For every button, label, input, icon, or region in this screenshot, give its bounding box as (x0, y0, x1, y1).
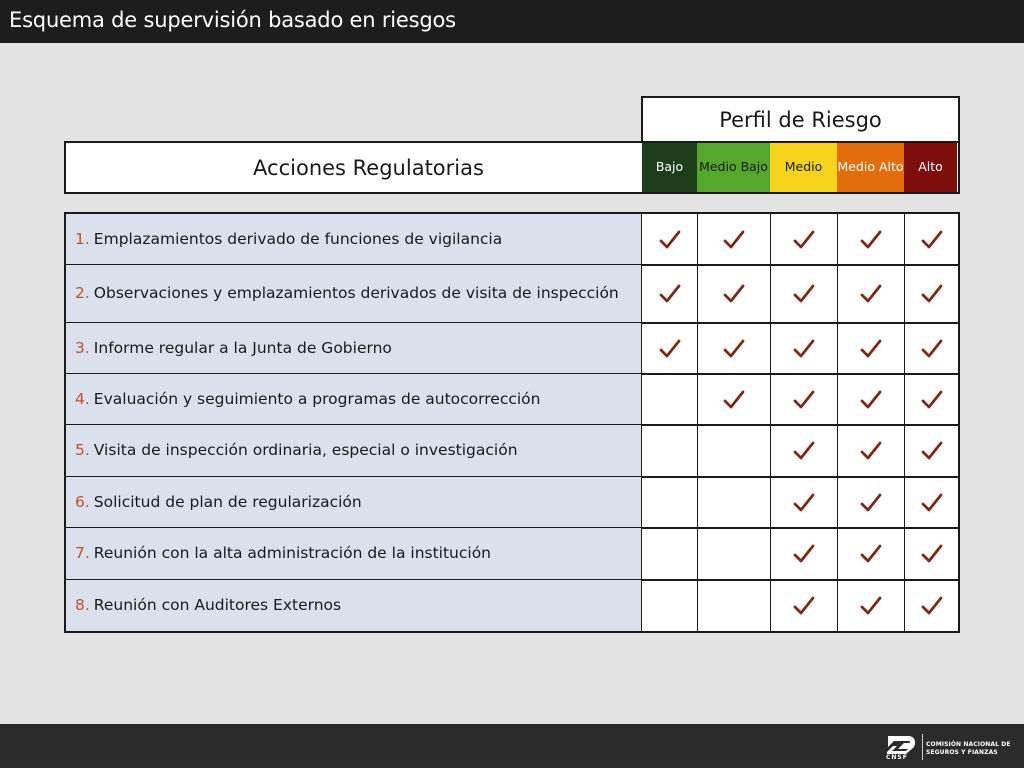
action-text: Emplazamientos derivado de funciones de vigilancia (93, 229, 503, 248)
action-description (66, 528, 642, 580)
checkmark-icon (658, 228, 682, 252)
action-text: Informe regular a la Junta de Gobierno (93, 338, 392, 357)
risk-level-medio: Medio (770, 143, 837, 192)
check-cell-medio-bajo (698, 374, 771, 425)
risk-level-alto: Alto (904, 143, 957, 192)
action-number: 3. (75, 338, 90, 357)
footer-bar (0, 724, 1024, 768)
action-number: 6. (75, 492, 90, 511)
checkmark-icon (859, 282, 883, 306)
check-cell-medio-alto (838, 265, 905, 323)
header-row (64, 141, 960, 194)
slide-title: Esquema de supervisión basado en riesgos (9, 8, 456, 32)
checkmark-icon (658, 337, 682, 361)
check-cell-medio (771, 528, 838, 580)
table-row (66, 425, 958, 477)
action-number: 2. (75, 284, 90, 303)
checkmark-icon (722, 228, 746, 252)
checkmark-icon (722, 337, 746, 361)
logo-separator (922, 734, 923, 760)
checkmark-icon (792, 542, 816, 566)
check-cell-bajo (643, 214, 698, 265)
checkmark-icon (859, 388, 883, 412)
table-row (66, 477, 958, 528)
table-row (66, 265, 958, 323)
checkmark-icon (722, 282, 746, 306)
check-cell-alto (905, 477, 958, 528)
action-description (66, 265, 642, 323)
checkmark-icon (920, 491, 944, 515)
action-number: 7. (75, 544, 90, 563)
logo-abbreviation: CNSF (886, 754, 908, 761)
checkmark-icon (792, 491, 816, 515)
action-number: 4. (75, 389, 90, 408)
checkmark-icon (920, 337, 944, 361)
check-cell-medio-bajo (698, 323, 771, 374)
checkmark-icon (920, 388, 944, 412)
check-cell-bajo (643, 265, 698, 323)
action-text: Visita de inspección ordinaria, especial o investigación (93, 441, 518, 460)
logo-text-line2: SEGUROS Y FIANZAS (926, 749, 998, 756)
check-cell-medio-bajo (698, 528, 771, 580)
check-cell-medio-bajo (698, 214, 771, 265)
risk-level-bajo: Bajo (642, 143, 697, 192)
check-cell-alto (905, 214, 958, 265)
check-cell-medio (771, 580, 838, 631)
checkmark-icon (920, 282, 944, 306)
check-cell-medio-alto (838, 528, 905, 580)
check-cell-medio-bajo (698, 477, 771, 528)
checkmark-icon (859, 439, 883, 463)
check-cell-medio-alto (838, 580, 905, 631)
check-cell-alto (905, 374, 958, 425)
checkmark-icon (920, 542, 944, 566)
check-cell-alto (905, 580, 958, 631)
check-cell-medio (771, 425, 838, 477)
check-cell-bajo (643, 580, 698, 631)
title-bar (0, 0, 1024, 43)
checkmark-icon (920, 439, 944, 463)
checkmark-icon (792, 228, 816, 252)
check-cell-bajo (643, 374, 698, 425)
action-number: 5. (75, 441, 90, 460)
check-cell-medio-bajo (698, 580, 771, 631)
action-text: Evaluación y seguimiento a programas de autocorrección (93, 389, 541, 408)
check-cell-medio-alto (838, 425, 905, 477)
check-cell-medio-bajo (698, 265, 771, 323)
check-cell-alto (905, 425, 958, 477)
action-description (66, 374, 642, 425)
risk-level-medio-alto: Medio Alto (837, 143, 904, 192)
table-row (66, 214, 958, 265)
checkmark-icon (792, 439, 816, 463)
checkmark-icon (859, 228, 883, 252)
checkmark-icon (792, 337, 816, 361)
action-description (66, 580, 642, 631)
risk-level-medio-bajo: Medio Bajo (697, 143, 770, 192)
check-cell-medio-alto (838, 477, 905, 528)
checkmark-icon (859, 337, 883, 361)
cnsf-logo (884, 732, 1020, 762)
action-description (66, 477, 642, 528)
check-cell-alto (905, 528, 958, 580)
action-description (66, 323, 642, 374)
table-row (66, 528, 958, 580)
action-text: Reunión con Auditores Externos (93, 595, 342, 614)
action-text: Solicitud de plan de regularización (93, 492, 362, 511)
checkmark-icon (658, 282, 682, 306)
check-cell-medio (771, 265, 838, 323)
checkmark-icon (920, 228, 944, 252)
logo-text-line1: COMISIÓN NACIONAL DE (926, 741, 1011, 748)
perfil-de-riesgo-header (641, 96, 960, 142)
check-cell-medio (771, 323, 838, 374)
check-cell-medio-alto (838, 323, 905, 374)
check-cell-medio (771, 374, 838, 425)
check-cell-bajo (643, 528, 698, 580)
checkmark-icon (792, 282, 816, 306)
table-row (66, 580, 958, 631)
checkmark-icon (859, 491, 883, 515)
action-number: 8. (75, 595, 90, 614)
checkmark-icon (792, 594, 816, 618)
acciones-regulatorias-label: Acciones Regulatorias (253, 155, 484, 180)
action-text: Reunión con la alta administración de la institución (93, 544, 492, 563)
checkmark-icon (859, 594, 883, 618)
action-description (66, 214, 642, 265)
checkmark-icon (722, 388, 746, 412)
action-description (66, 425, 642, 477)
check-cell-alto (905, 265, 958, 323)
perfil-de-riesgo-label: Perfil de Riesgo (719, 108, 882, 132)
check-cell-medio-alto (838, 214, 905, 265)
check-cell-medio (771, 214, 838, 265)
check-cell-bajo (643, 425, 698, 477)
checkmark-icon (792, 388, 816, 412)
table-row (66, 323, 958, 374)
check-cell-bajo (643, 323, 698, 374)
check-cell-medio-bajo (698, 425, 771, 477)
check-cell-alto (905, 323, 958, 374)
actions-table (64, 212, 960, 633)
checkmark-icon (859, 542, 883, 566)
checkmark-icon (920, 594, 944, 618)
check-cell-medio (771, 477, 838, 528)
check-cell-bajo (643, 477, 698, 528)
check-cell-medio-alto (838, 374, 905, 425)
action-number: 1. (75, 229, 90, 248)
action-text: Observaciones y emplazamientos derivados de visita de inspección (93, 284, 619, 303)
table-row (66, 374, 958, 425)
